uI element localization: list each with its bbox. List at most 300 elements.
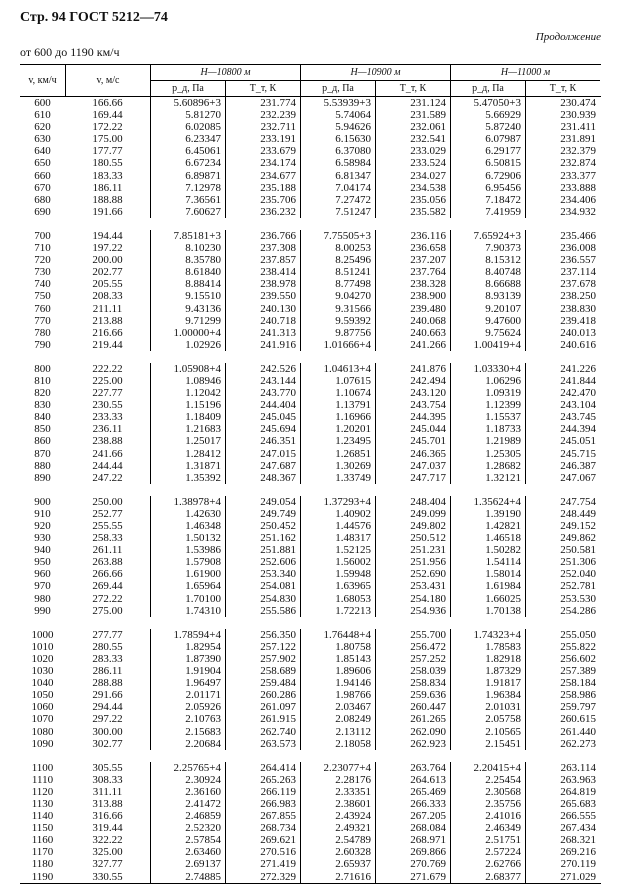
cell-b3-r5-c0: 950 [34,556,51,569]
cell-b3-r3-c7: 249.862 [525,532,600,544]
header-v-kmh: v, км/ч [28,75,57,86]
cell-b3-r5-c1: 263.88 [92,556,123,569]
cell-b3-r7-c0: 970 [34,580,51,593]
cell-b1-r9-c5: 241.266 [375,339,450,351]
cell-b0-r3-c6: 6.07987 [450,133,525,145]
cell-b0-r1-c2: 5.81270 [150,109,225,121]
cell-b1-r5-c6: 8.93139 [450,290,525,302]
cell-b2-r4-c7: 243.745 [525,411,600,423]
cell-b1-r0-c1: 194.44 [92,229,123,242]
cell-b5-r8-c6: 2.62766 [450,858,525,870]
cell-b0-r6-c6: 6.72906 [450,170,525,182]
cell-b0-r5-c0: 650 [34,157,51,170]
cell-b1-r6-c2: 9.43136 [150,303,225,315]
cell-b3-r2-c1: 255.55 [92,520,123,532]
cell-b5-r6-c7: 268.321 [525,834,600,846]
cell-b2-r4-c3: 245.045 [225,411,300,423]
cell-b5-r1-c2: 2.30924 [150,774,225,786]
cell-b2-r0-c3: 242.526 [225,363,300,375]
cell-b2-r7-c7: 245.715 [525,448,600,460]
cell-b2-r7-c4: 1.26851 [300,448,375,460]
cell-b4-r6-c1: 294.44 [92,701,123,714]
cell-b1-r5-c3: 239.550 [225,290,300,302]
cell-b3-r6-c4: 1.59948 [300,568,375,580]
cell-b3-r9-c1: 275.00 [92,604,123,617]
cell-b5-r8-c5: 270.769 [375,858,450,870]
cell-b0-r1-c6: 5.66929 [450,109,525,121]
cell-b0-r8-c5: 235.056 [375,194,450,206]
cell-b4-r3-c4: 1.89606 [300,665,375,677]
cell-b5-r8-c3: 271.419 [225,858,300,870]
cell-b1-r6-c6: 9.20107 [450,303,525,315]
cell-b1-r6-c3: 240.130 [225,303,300,315]
cell-b2-r0-c1: 222.22 [92,362,123,375]
cell-b2-r7-c0: 870 [34,447,51,460]
cell-b2-r4-c0: 840 [34,411,51,424]
cell-b2-r6-c7: 245.051 [525,435,600,447]
cell-b4-r4-c7: 258.184 [525,677,600,689]
cell-b4-r4-c6: 1.91817 [450,677,525,689]
cell-b2-r1-c0: 810 [34,374,51,387]
cell-b0-r1-c1: 169.44 [92,109,123,122]
cell-b1-r8-c6: 9.75624 [450,327,525,339]
cell-b2-r5-c6: 1.18733 [450,423,525,435]
cell-b2-r7-c5: 246.365 [375,448,450,460]
cell-b2-r9-c2: 1.35392 [150,472,225,484]
cell-b5-r7-c4: 2.60328 [300,846,375,858]
cell-b4-r9-c5: 262.923 [375,738,450,750]
cell-b1-r4-c0: 740 [34,278,51,291]
cell-b1-r7-c1: 213.88 [92,314,123,327]
cell-b1-r6-c4: 9.31566 [300,303,375,315]
cell-b4-r0-c4: 1.76448+4 [300,629,375,641]
cell-b4-r4-c3: 259.484 [225,677,300,689]
cell-b3-r7-c2: 1.65964 [150,580,225,592]
cell-b3-r7-c3: 254.081 [225,580,300,592]
cell-b0-r4-c4: 6.37080 [300,145,375,157]
cell-b5-r9-c4: 2.71616 [300,871,375,883]
cell-b5-r4-c3: 267.855 [225,810,300,822]
cell-b1-r6-c0: 760 [34,302,51,315]
cell-b0-r5-c2: 6.67234 [150,157,225,169]
cell-b4-r2-c7: 256.602 [525,653,600,665]
header-t3: T_т, К [525,81,600,96]
cell-b0-r9-c3: 236.232 [225,206,300,218]
cell-b1-r7-c6: 9.47600 [450,315,525,327]
cell-b3-r0-c0: 900 [34,495,51,508]
cell-b0-r6-c0: 660 [34,169,51,182]
cell-b0-r0-c2: 5.60896+3 [150,97,225,109]
cell-b2-r3-c3: 244.404 [225,399,300,411]
cell-b0-r0-c5: 231.124 [375,97,450,109]
cell-b3-r6-c7: 252.040 [525,568,600,580]
cell-b1-r7-c0: 770 [34,314,51,327]
cell-b3-r2-c3: 250.452 [225,520,300,532]
cell-b1-r1-c0: 710 [34,242,51,255]
cell-b2-r2-c0: 820 [34,387,51,400]
cell-b0-r6-c1: 183.33 [92,169,123,182]
cell-b2-r6-c2: 1.25017 [150,435,225,447]
cell-b1-r4-c3: 238.978 [225,278,300,290]
cell-b3-r1-c1: 252.77 [92,507,123,520]
cell-b2-r6-c1: 238.88 [92,435,123,448]
cell-b4-r1-c6: 1.78583 [450,641,525,653]
cell-b1-r7-c2: 9.71299 [150,315,225,327]
cell-b3-r2-c4: 1.44576 [300,520,375,532]
cell-b3-r1-c4: 1.40902 [300,508,375,520]
cell-b1-r4-c2: 8.88414 [150,278,225,290]
cell-b5-r9-c1: 330.55 [92,870,123,883]
cell-b0-r7-c4: 7.04174 [300,182,375,194]
cell-b1-r6-c5: 239.480 [375,303,450,315]
speed-range-label: от 600 до 1190 км/ч [20,45,120,59]
cell-b0-r7-c3: 235.188 [225,182,300,194]
cell-b0-r3-c2: 6.23347 [150,133,225,145]
cell-b4-r7-c1: 297.22 [92,713,123,726]
cell-b1-r3-c4: 8.51241 [300,266,375,278]
cell-b3-r2-c6: 1.42821 [450,520,525,532]
cell-b5-r0-c0: 1100 [31,761,54,774]
cell-b0-r9-c5: 235.582 [375,206,450,218]
cell-b3-r2-c2: 1.46348 [150,520,225,532]
cell-b5-r0-c5: 263.764 [375,762,450,774]
cell-b4-r2-c4: 1.85143 [300,653,375,665]
cell-b4-r6-c5: 260.447 [375,701,450,713]
cell-b3-r3-c2: 1.50132 [150,532,225,544]
cell-b2-r0-c6: 1.03330+4 [450,363,525,375]
cell-b2-r0-c0: 800 [34,362,51,375]
cell-b2-r5-c1: 236.11 [92,423,123,436]
cell-b5-r2-c3: 266.119 [225,786,300,798]
cell-b4-r6-c3: 261.097 [225,701,300,713]
cell-b3-r8-c0: 980 [34,592,51,605]
cell-b5-r4-c0: 1140 [31,810,54,823]
cell-b1-r6-c7: 238.830 [525,303,600,315]
cell-b5-r1-c7: 263.963 [525,774,600,786]
cell-b4-r8-c0: 1080 [31,725,54,738]
cell-b3-r9-c0: 990 [34,604,51,617]
cell-b2-r6-c5: 245.701 [375,435,450,447]
cell-b3-r0-c2: 1.38978+4 [150,496,225,508]
cell-b0-r6-c5: 234.027 [375,170,450,182]
cell-b0-r3-c0: 630 [34,133,51,146]
cell-b1-r1-c2: 8.10230 [150,242,225,254]
cell-b2-r2-c2: 1.12042 [150,387,225,399]
header-h2: H—10900 м [300,65,450,81]
cell-b4-r6-c4: 2.03467 [300,701,375,713]
cell-b1-r7-c3: 240.718 [225,315,300,327]
cell-b5-r7-c0: 1170 [31,846,54,859]
cell-b0-r4-c2: 6.45061 [150,145,225,157]
cell-b2-r1-c5: 242.494 [375,375,450,387]
cell-b3-r7-c5: 253.431 [375,580,450,592]
cell-b4-r6-c2: 2.05926 [150,701,225,713]
cell-b5-r9-c3: 272.329 [225,871,300,883]
cell-b4-r5-c6: 1.96384 [450,689,525,701]
cell-b5-r5-c0: 1150 [31,822,54,835]
cell-b4-r8-c7: 261.440 [525,726,600,738]
cell-b5-r4-c1: 316.66 [92,810,123,823]
cell-b0-r2-c3: 232.711 [225,121,300,133]
cell-b0-r0-c1: 166.66 [92,97,123,109]
cell-b1-r0-c4: 7.75505+3 [300,230,375,242]
cell-b4-r2-c0: 1020 [31,652,54,665]
cell-b5-r6-c1: 322.22 [92,834,123,847]
cell-b4-r9-c7: 262.273 [525,738,600,750]
cell-b1-r9-c6: 1.00419+4 [450,339,525,351]
cell-b4-r3-c7: 257.389 [525,665,600,677]
cell-b5-r3-c5: 266.333 [375,798,450,810]
cell-b2-r8-c7: 246.387 [525,460,600,472]
cell-b3-r8-c6: 1.66025 [450,593,525,605]
cell-b2-r0-c2: 1.05908+4 [150,363,225,375]
cell-b1-r9-c0: 790 [34,338,51,351]
cell-b3-r1-c0: 910 [34,507,51,520]
table-header [20,65,601,97]
cell-b1-r2-c1: 200.00 [92,254,123,267]
cell-b0-r8-c3: 235.706 [225,194,300,206]
cell-b3-r1-c2: 1.42630 [150,508,225,520]
cell-b1-r9-c3: 241.916 [225,339,300,351]
cell-b1-r4-c6: 8.66688 [450,278,525,290]
cell-b3-r7-c4: 1.63965 [300,580,375,592]
cell-b5-r6-c0: 1160 [31,834,54,847]
cell-b4-r6-c6: 2.01031 [450,701,525,713]
continuation-label: Продолжение [535,31,601,43]
cell-b5-r1-c3: 265.263 [225,774,300,786]
cell-b5-r0-c3: 264.414 [225,762,300,774]
cell-b1-r8-c0: 780 [34,326,51,339]
cell-b3-r4-c1: 261.11 [92,544,123,557]
cell-b5-r6-c5: 268.971 [375,834,450,846]
cell-b0-r4-c5: 233.029 [375,145,450,157]
cell-b5-r8-c2: 2.69137 [150,858,225,870]
cell-b0-r3-c1: 175.00 [92,133,123,146]
cell-b2-r2-c1: 227.77 [92,387,123,400]
cell-b5-r6-c3: 269.621 [225,834,300,846]
cell-b4-r2-c5: 257.252 [375,653,450,665]
cell-b4-r4-c5: 258.834 [375,677,450,689]
cell-b0-r4-c1: 177.77 [92,145,123,158]
cell-b4-r9-c2: 2.20684 [150,738,225,750]
cell-b1-r3-c5: 237.764 [375,266,450,278]
cell-b0-r1-c0: 610 [34,109,51,122]
cell-b3-r6-c2: 1.61900 [150,568,225,580]
cell-b0-r0-c3: 231.774 [225,97,300,109]
cell-b3-r3-c3: 251.162 [225,532,300,544]
cell-b4-r1-c5: 256.472 [375,641,450,653]
cell-b5-r7-c7: 269.216 [525,846,600,858]
cell-b4-r9-c3: 263.573 [225,738,300,750]
cell-b4-r5-c1: 291.66 [92,689,123,702]
cell-b0-r9-c6: 7.41959 [450,206,525,218]
cell-b3-r0-c6: 1.35624+4 [450,496,525,508]
cell-b1-r5-c5: 238.900 [375,290,450,302]
cell-b4-r1-c4: 1.80758 [300,641,375,653]
cell-b4-r9-c0: 1090 [31,737,54,750]
cell-b0-r2-c7: 231.411 [525,121,600,133]
cell-b0-r0-c6: 5.47050+3 [450,97,525,109]
cell-b5-r9-c7: 271.029 [525,871,600,883]
cell-b5-r1-c1: 308.33 [92,773,123,786]
cell-b0-r4-c0: 640 [34,145,51,158]
cell-b5-r3-c0: 1130 [31,797,54,810]
cell-b1-r4-c4: 8.77498 [300,278,375,290]
cell-b0-r8-c6: 7.18472 [450,194,525,206]
cell-b4-r7-c4: 2.08249 [300,713,375,725]
cell-b0-r8-c7: 234.406 [525,194,600,206]
cell-b2-r6-c4: 1.23495 [300,435,375,447]
cell-b3-r8-c1: 272.22 [92,592,123,605]
cell-b2-r1-c7: 241.844 [525,375,600,387]
cell-b3-r1-c5: 249.099 [375,508,450,520]
cell-b2-r8-c2: 1.31871 [150,460,225,472]
cell-b5-r1-c5: 264.613 [375,774,450,786]
cell-b5-r4-c6: 2.41016 [450,810,525,822]
cell-b2-r8-c4: 1.30269 [300,460,375,472]
cell-b4-r2-c2: 1.87390 [150,653,225,665]
cell-b2-r7-c2: 1.28412 [150,448,225,460]
cell-b4-r0-c3: 256.350 [225,629,300,641]
cell-b0-r4-c3: 233.679 [225,145,300,157]
cell-b1-r8-c7: 240.013 [525,327,600,339]
cell-b5-r6-c2: 2.57854 [150,834,225,846]
cell-b3-r0-c3: 249.054 [225,496,300,508]
cell-b3-r9-c2: 1.74310 [150,605,225,617]
cell-b0-r2-c4: 5.94626 [300,121,375,133]
cell-b3-r5-c3: 252.606 [225,556,300,568]
cell-b4-r7-c2: 2.10763 [150,713,225,725]
cell-b1-r1-c7: 236.008 [525,242,600,254]
cell-b0-r7-c7: 233.888 [525,182,600,194]
cell-b1-r9-c4: 1.01666+4 [300,339,375,351]
cell-b1-r8-c5: 240.663 [375,327,450,339]
cell-b2-r3-c4: 1.13791 [300,399,375,411]
cell-b5-r0-c7: 263.114 [525,762,600,774]
cell-b0-r9-c7: 234.932 [525,206,600,218]
cell-b1-r0-c6: 7.65924+3 [450,230,525,242]
cell-b2-r5-c4: 1.20201 [300,423,375,435]
cell-b2-r2-c5: 243.120 [375,387,450,399]
cell-b3-r6-c1: 266.66 [92,568,123,581]
cell-b0-r1-c3: 232.239 [225,109,300,121]
cell-b2-r5-c2: 1.21683 [150,423,225,435]
cell-b0-r7-c2: 7.12978 [150,182,225,194]
cell-b1-r4-c5: 238.328 [375,278,450,290]
cell-b2-r4-c6: 1.15537 [450,411,525,423]
cell-b0-r9-c0: 690 [34,205,51,218]
cell-b5-r0-c1: 305.55 [92,761,123,774]
cell-b4-r1-c3: 257.122 [225,641,300,653]
cell-b5-r5-c6: 2.46349 [450,822,525,834]
cell-b0-r7-c1: 186.11 [92,181,123,194]
cell-b4-r5-c5: 259.636 [375,689,450,701]
cell-b2-r0-c5: 241.876 [375,363,450,375]
cell-b3-r4-c3: 251.881 [225,544,300,556]
cell-b4-r4-c0: 1040 [31,677,54,690]
cell-b0-r3-c3: 233.191 [225,133,300,145]
cell-b1-r1-c3: 237.308 [225,242,300,254]
cell-b2-r7-c1: 241.66 [92,447,123,460]
cell-b5-r2-c1: 311.11 [92,785,123,798]
cell-b5-r2-c2: 2.36160 [150,786,225,798]
header-h1: H—10800 м [150,65,300,81]
cell-b0-r2-c6: 5.87240 [450,121,525,133]
cell-b1-r6-c1: 211.11 [92,302,123,315]
data-table [20,64,601,884]
cell-b2-r1-c3: 243.144 [225,375,300,387]
cell-b4-r2-c1: 283.33 [92,652,123,665]
cell-b3-r9-c4: 1.72213 [300,605,375,617]
cell-b4-r2-c6: 1.82918 [450,653,525,665]
cell-b5-r2-c4: 2.33351 [300,786,375,798]
cell-b1-r3-c6: 8.40748 [450,266,525,278]
cell-b1-r0-c0: 700 [34,229,51,242]
cell-b5-r1-c4: 2.28176 [300,774,375,786]
cell-b3-r9-c5: 254.936 [375,605,450,617]
cell-b3-r7-c6: 1.61984 [450,580,525,592]
cell-b3-r4-c0: 940 [34,544,51,557]
cell-b3-r8-c7: 253.530 [525,593,600,605]
cell-b2-r3-c1: 230.55 [92,399,123,412]
cell-b3-r2-c0: 920 [34,520,51,532]
header-t2: T_т, К [375,81,450,96]
cell-b1-r5-c2: 9.15510 [150,290,225,302]
cell-b2-r1-c2: 1.08946 [150,375,225,387]
cell-b0-r7-c6: 6.95456 [450,182,525,194]
cell-b2-r1-c1: 225.00 [92,374,123,387]
cell-b4-r1-c0: 1010 [31,640,54,653]
cell-b3-r1-c6: 1.39190 [450,508,525,520]
cell-b5-r7-c5: 269.866 [375,846,450,858]
cell-b1-r2-c5: 237.207 [375,254,450,266]
cell-b5-r8-c4: 2.65937 [300,858,375,870]
cell-b5-r8-c0: 1180 [31,858,54,871]
cell-b5-r3-c4: 2.38601 [300,798,375,810]
cell-b2-r8-c6: 1.28682 [450,460,525,472]
table-body [20,97,601,883]
cell-b4-r4-c1: 288.88 [92,677,123,690]
cell-b2-r2-c4: 1.10674 [300,387,375,399]
cell-b1-r3-c1: 202.77 [92,266,123,279]
cell-b4-r8-c3: 262.740 [225,726,300,738]
cell-b3-r4-c5: 251.231 [375,544,450,556]
cell-b2-r6-c6: 1.21989 [450,435,525,447]
cell-b2-r9-c3: 248.367 [225,472,300,484]
cell-b1-r3-c3: 238.414 [225,266,300,278]
cell-b3-r3-c5: 250.512 [375,532,450,544]
cell-b3-r1-c7: 248.449 [525,508,600,520]
cell-b5-r3-c2: 2.41472 [150,798,225,810]
header-p1: p_д, Па [150,81,225,96]
cell-b3-r5-c5: 251.956 [375,556,450,568]
header-h3: H—11000 м [450,65,600,81]
cell-b3-r6-c6: 1.58014 [450,568,525,580]
cell-b0-r1-c4: 5.74064 [300,109,375,121]
cell-b5-r8-c7: 270.119 [525,858,600,870]
cell-b3-r7-c7: 252.781 [525,580,600,592]
cell-b3-r1-c3: 249.749 [225,508,300,520]
cell-b5-r2-c6: 2.30568 [450,786,525,798]
cell-b1-r9-c1: 219.44 [92,338,123,351]
cell-b4-r5-c0: 1050 [31,689,54,702]
cell-b2-r2-c3: 243.770 [225,387,300,399]
cell-b4-r3-c6: 1.87329 [450,665,525,677]
cell-b4-r4-c2: 1.96497 [150,677,225,689]
cell-b5-r3-c3: 266.983 [225,798,300,810]
cell-b3-r0-c4: 1.37293+4 [300,496,375,508]
cell-b1-r0-c2: 7.85181+3 [150,230,225,242]
